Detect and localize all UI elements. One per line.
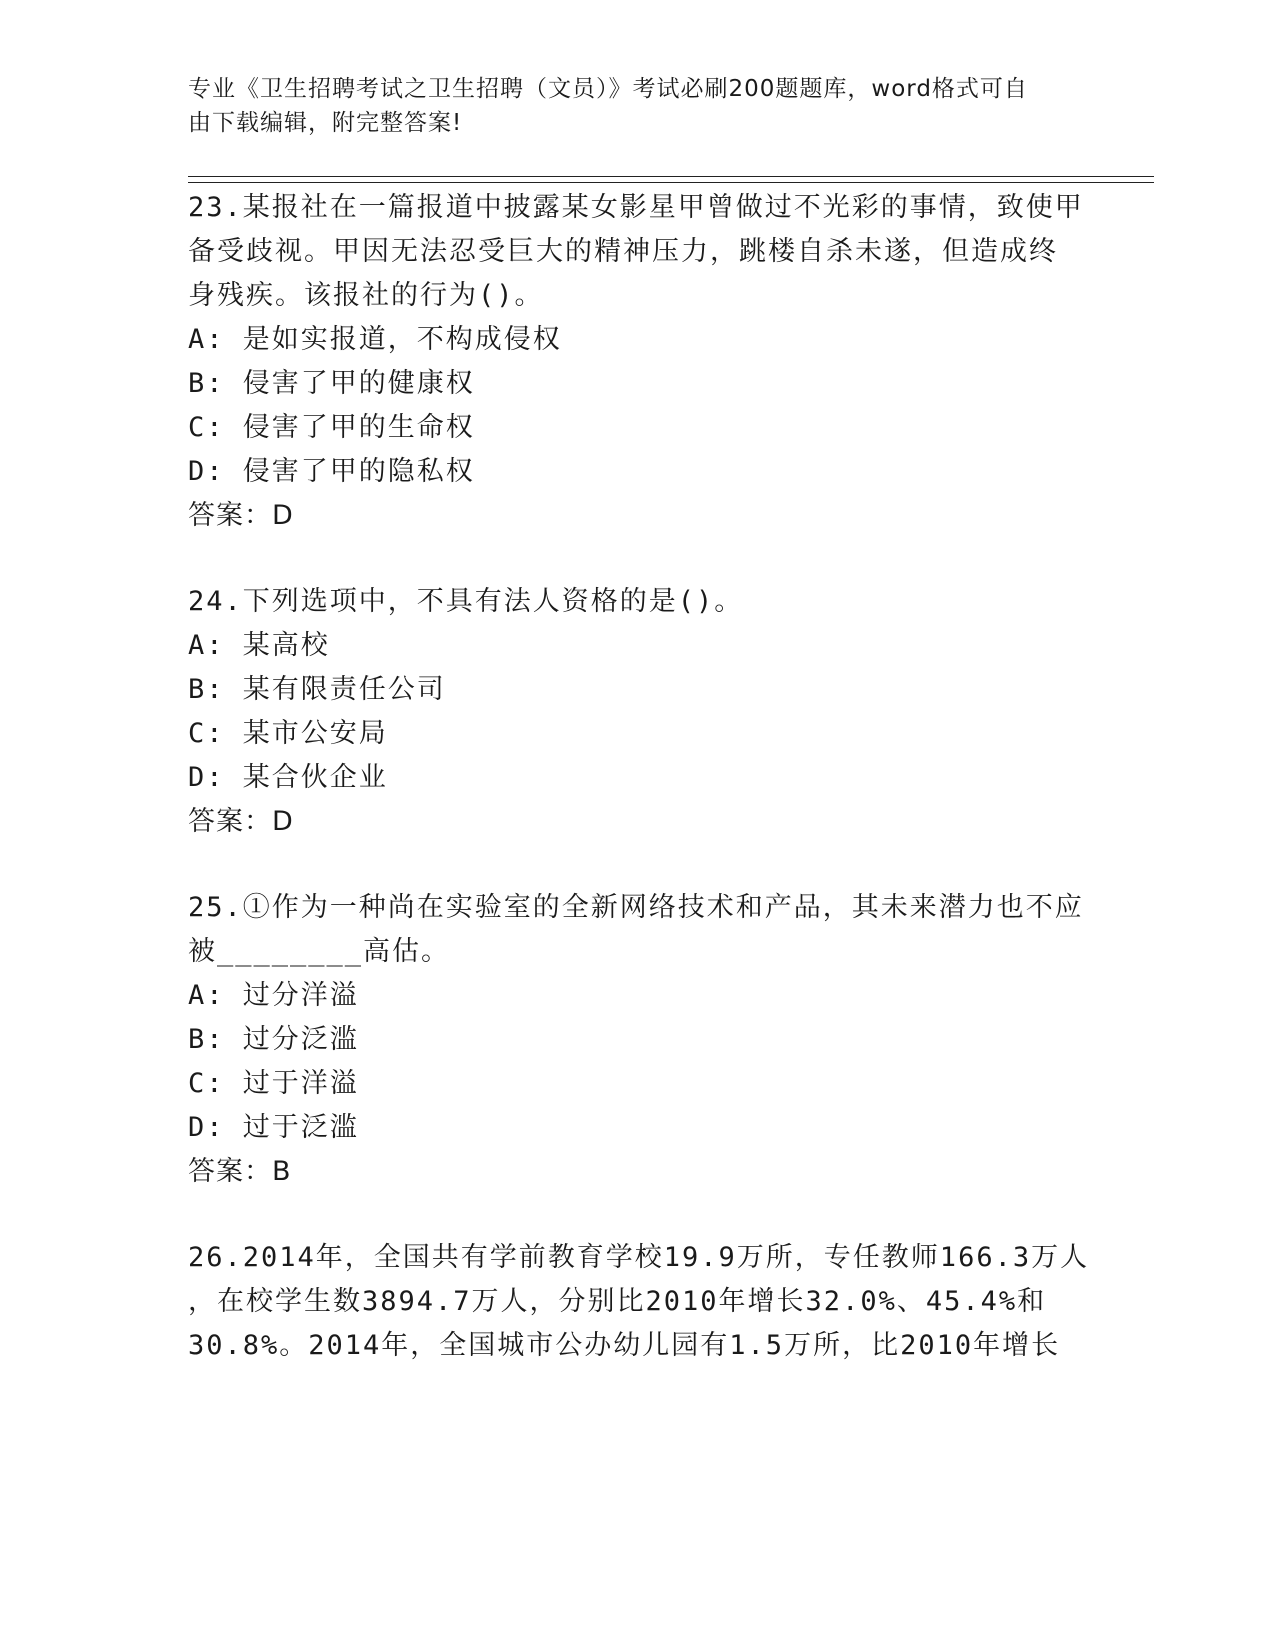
option-c: C: 某市公安局	[188, 718, 388, 749]
question-stem-line: 30.8%。2014年，全国城市公办幼儿园有1.5万所，比2010年增长	[188, 1330, 1061, 1361]
question-stem-line: ，在校学生数3894.7万人，分别比2010年增长32.0%、45.4%和	[188, 1286, 1047, 1317]
option-c: C: 过于洋溢	[188, 1068, 359, 1099]
option-a: A: 某高校	[188, 630, 330, 661]
option-d: D: 过于泛滥	[188, 1112, 359, 1143]
question-stem-line: 25.①作为一种尚在实验室的全新网络技术和产品，其未来潜力也不应	[188, 892, 1084, 923]
header-divider-bottom	[188, 182, 1154, 183]
document-header	[188, 72, 1068, 140]
answer-line: 答案：D	[188, 806, 294, 837]
option-d: D: 某合伙企业	[188, 762, 388, 793]
option-a: A: 是如实报道，不构成侵权	[188, 324, 562, 355]
option-b: B: 过分泛滥	[188, 1024, 359, 1055]
option-a: A: 过分洋溢	[188, 980, 359, 1011]
option-b: B: 侵害了甲的健康权	[188, 368, 475, 399]
question-stem-line: 23.某报社在一篇报道中披露某女影星甲曾做过不光彩的事情，致使甲	[188, 192, 1084, 223]
answer-line: 答案：D	[188, 500, 294, 531]
question-stem-line: 26.2014年，全国共有学前教育学校19.9万所，专任教师166.3万人	[188, 1242, 1090, 1273]
option-b: B: 某有限责任公司	[188, 674, 446, 705]
header-line-2: 由下载编辑，附完整答案!	[188, 110, 463, 136]
header-divider-top	[188, 176, 1154, 177]
answer-line: 答案：B	[188, 1156, 292, 1187]
question-stem-line: 24.下列选项中，不具有法人资格的是()。	[188, 586, 744, 617]
option-d: D: 侵害了甲的隐私权	[188, 456, 475, 487]
question-stem-line: 被________高估。	[188, 936, 451, 967]
question-stem-line: 身残疾。该报社的行为()。	[188, 280, 544, 311]
question-stem-line: 备受歧视。甲因无法忍受巨大的精神压力，跳楼自杀未遂，但造成终	[188, 236, 1058, 267]
header-line-1: 专业《卫生招聘考试之卫生招聘（文员）》考试必刷200题题库，word格式可自	[188, 76, 1028, 102]
option-c: C: 侵害了甲的生命权	[188, 412, 475, 443]
